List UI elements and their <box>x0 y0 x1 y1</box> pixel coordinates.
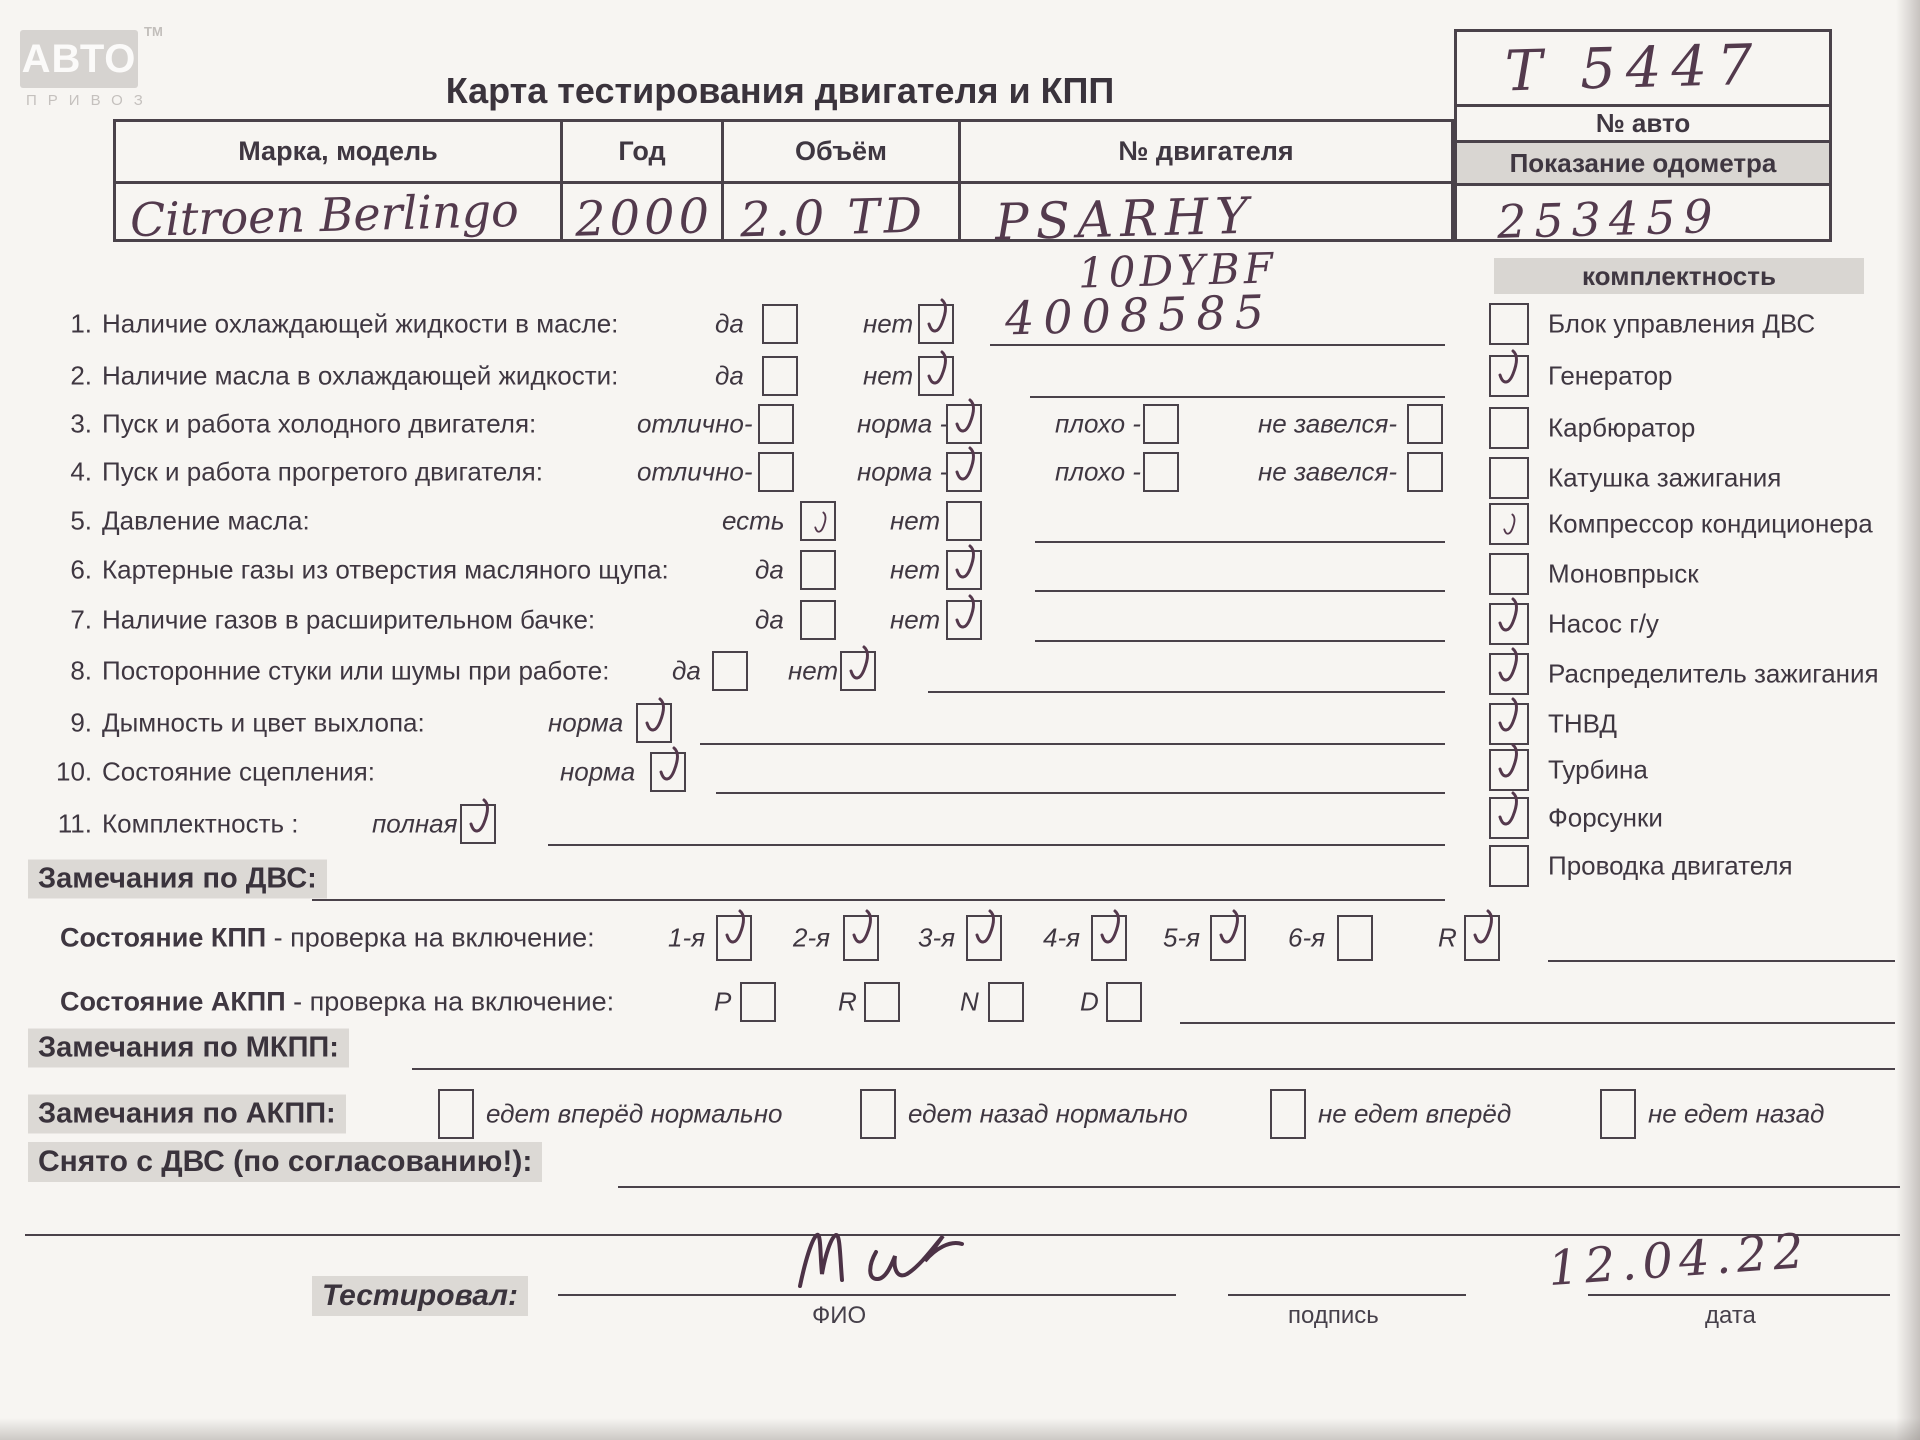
completeness-label: Компрессор кондиционера <box>1548 508 1873 539</box>
option-label-absent: нет <box>890 505 941 536</box>
make-model-handwritten: Citroen Berlingo <box>129 182 520 248</box>
item-number: 3. <box>70 408 92 439</box>
gear-label-4: 4-я <box>1043 922 1081 953</box>
akpp-remarks-label: Замечания по АКПП: <box>28 1095 346 1134</box>
item-label: Картерные газы из отверстия масляного щупа: <box>102 554 669 585</box>
item-label: Комплектность : <box>102 808 299 839</box>
completeness-row <box>0 407 1920 449</box>
akpp-label-bold: Состояние АКПП <box>60 986 286 1017</box>
gear-label-6: 6-я <box>1288 922 1326 953</box>
option-label-no: нет <box>863 360 914 391</box>
akpp-gear-label-d: D <box>1080 986 1099 1017</box>
akpp-option-checkbox-2[interactable] <box>860 1089 896 1139</box>
item-label: Наличие масла в охлаждающей жидкости: <box>102 360 619 391</box>
completeness-row <box>0 553 1920 595</box>
logo-brand-text: АВТО <box>21 36 137 81</box>
check-mark-icon <box>1494 595 1522 639</box>
check-mark-icon <box>1501 512 1518 539</box>
item-label: Пуск и работа прогретого двигателя: <box>102 456 543 487</box>
odometer-header: Показание одометра <box>1457 140 1829 183</box>
option-label-no-start: не завелся- <box>1258 408 1398 439</box>
scan-edge-shadow-right <box>1896 0 1920 1440</box>
check-mark-icon <box>1215 907 1243 951</box>
item-label: Дымность и цвет выхлопа: <box>102 707 425 738</box>
gear-checkbox-4[interactable] <box>1091 915 1127 961</box>
engine-number-line2-handwritten: 10DYBF <box>1077 243 1278 298</box>
option-label-normal: норма - <box>857 456 949 487</box>
completeness-row <box>0 355 1920 397</box>
option-label-excellent: отлично- <box>637 408 753 439</box>
akpp-gear-checkbox-d[interactable] <box>1106 982 1142 1022</box>
gear-checkbox-5[interactable] <box>1210 915 1246 961</box>
gear-checkbox-3[interactable] <box>966 915 1002 961</box>
gear-checkbox-2[interactable] <box>843 915 879 961</box>
option-label-yes: да <box>672 655 701 686</box>
item-number: 7. <box>70 604 92 635</box>
vehicle-table-header <box>116 122 1451 184</box>
completeness-label: Генератор <box>1548 360 1673 391</box>
fill-line <box>716 792 1445 794</box>
completeness-row <box>0 503 1920 545</box>
volume-handwritten: 2.0 TD <box>739 187 927 249</box>
removed-row <box>0 1136 1920 1188</box>
option-label-normal: норма <box>560 756 636 787</box>
gear-checkbox-r[interactable] <box>1464 915 1500 961</box>
mkpp-remarks-label: Замечания по МКПП: <box>28 1029 349 1068</box>
check-mark-icon <box>1494 695 1522 739</box>
item-label: Состояние сцепления: <box>102 756 375 787</box>
completeness-checkbox[interactable] <box>1489 653 1529 695</box>
check-mark-icon <box>971 907 999 951</box>
completeness-label: Форсунки <box>1548 802 1663 833</box>
completeness-checkbox[interactable] <box>1489 845 1529 887</box>
completeness-row <box>0 603 1920 645</box>
akpp-option-label-2: едет назад нормально <box>908 1098 1188 1129</box>
completeness-checkbox[interactable] <box>1489 703 1529 745</box>
logo-box <box>20 30 138 88</box>
header-year: Год <box>563 122 724 181</box>
trademark-symbol: TM <box>144 24 163 39</box>
completeness-checkbox[interactable] <box>1489 603 1529 645</box>
completeness-label: Карбюратор <box>1548 412 1696 443</box>
option-label-yes: да <box>715 360 744 391</box>
dvs-remarks-line[interactable] <box>312 899 1445 901</box>
completeness-label: Распределитель зажигания <box>1548 658 1879 689</box>
item-number: 5. <box>70 505 92 536</box>
option-label-yes: да <box>755 604 784 635</box>
completeness-checkbox[interactable] <box>1489 749 1529 791</box>
item-number: 2. <box>70 360 92 391</box>
completeness-label: Моновпрыск <box>1548 558 1699 589</box>
item-label: Пуск и работа холодного двигателя: <box>102 408 537 439</box>
akpp-gear-checkbox-n[interactable] <box>988 982 1024 1022</box>
auto-number-handwritten: Т 5447 <box>1504 32 1764 105</box>
completeness-row <box>0 703 1920 745</box>
completeness-label: Блок управления ДВС <box>1548 308 1816 339</box>
removed-line[interactable] <box>618 1186 1900 1188</box>
item-label: Давление масла: <box>102 505 310 536</box>
check-mark-icon <box>848 907 876 951</box>
item-number: 8. <box>70 655 92 686</box>
akpp-gear-label-n: N <box>960 986 979 1017</box>
signature-caption: подпись <box>1288 1302 1379 1329</box>
kpp-check-row <box>0 914 1920 962</box>
option-label-no: нет <box>890 554 941 585</box>
engine-number-line1-handwritten: PSARHY <box>994 186 1256 252</box>
akpp-gear-checkbox-r[interactable] <box>864 982 900 1022</box>
option-label-normal: норма <box>548 707 624 738</box>
completeness-checkbox[interactable] <box>1489 457 1529 499</box>
akpp-option-label-4: не едет назад <box>1648 1098 1825 1129</box>
option-label-excellent: отлично- <box>637 456 753 487</box>
completeness-label: Проводка двигателя <box>1548 850 1793 881</box>
completeness-row <box>0 845 1920 887</box>
kpp-fill-line <box>1548 960 1895 962</box>
date-caption: дата <box>1705 1302 1756 1329</box>
gear-label-r: R <box>1438 922 1457 953</box>
gear-label-1: 1-я <box>668 922 706 953</box>
header-make-model: Марка, модель <box>116 122 563 181</box>
page-title: Карта тестирования двигателя и КПП <box>445 70 1115 111</box>
akpp-option-checkbox-1[interactable] <box>438 1089 474 1139</box>
avtoprivoz-logo <box>20 24 163 109</box>
akpp-label-rest: - проверка на включение: <box>285 986 615 1017</box>
akpp-remarks-row <box>0 1086 1920 1142</box>
completeness-row <box>0 303 1920 345</box>
odometer-handwritten: 253459 <box>1496 189 1722 249</box>
item-number: 10. <box>56 756 93 787</box>
check-mark-icon <box>1494 347 1522 391</box>
completeness-label: ТНВД <box>1548 708 1618 739</box>
completeness-row <box>0 457 1920 499</box>
completeness-header: комплектность <box>1494 258 1864 294</box>
check-mark-icon <box>1494 789 1522 833</box>
item-number: 4. <box>70 456 92 487</box>
gear-checkbox-1[interactable] <box>716 915 752 961</box>
mkpp-remarks-line[interactable] <box>412 1068 1895 1070</box>
signature-line[interactable] <box>1228 1294 1466 1296</box>
akpp-gear-label-r: R <box>838 986 857 1017</box>
item-label: Посторонние стуки или шумы при работе: <box>102 655 610 686</box>
check-mark-icon <box>1469 907 1497 951</box>
completeness-checkbox[interactable] <box>1489 503 1529 545</box>
header-engine-number: № двигателя <box>1118 136 1294 166</box>
completeness-checkbox[interactable] <box>1489 553 1529 595</box>
akpp-option-checkbox-4[interactable] <box>1600 1089 1636 1139</box>
logo-subtext: ПРИВОЗ <box>26 92 154 109</box>
dvs-remarks-label: Замечания по ДВС: <box>28 860 327 899</box>
completeness-label: Катушка зажигания <box>1548 462 1782 493</box>
fio-line[interactable] <box>558 1294 1176 1296</box>
gear-label-2: 2-я <box>793 922 831 953</box>
check-mark-icon <box>1494 741 1522 785</box>
fio-caption: ФИО <box>812 1302 867 1329</box>
akpp-fill-line <box>1180 1022 1895 1024</box>
check-mark-icon <box>721 907 749 951</box>
scan-edge-shadow-bottom <box>0 1418 1920 1440</box>
option-label-no: нет <box>788 655 839 686</box>
engine-number-line3-handwritten: 4008585 <box>1004 284 1274 346</box>
gear-label-3: 3-я <box>918 922 956 953</box>
kpp-label-rest: - проверка на включение: <box>266 922 595 953</box>
item-number: 1. <box>70 308 92 339</box>
option-label-no: нет <box>863 308 914 339</box>
akpp-gear-label-p: P <box>714 986 732 1017</box>
option-label-no-start: не завелся- <box>1258 456 1398 487</box>
option-label-no: нет <box>890 604 941 635</box>
completeness-checkbox[interactable] <box>1489 355 1529 397</box>
akpp-option-label-3: не едет вперёд <box>1318 1098 1512 1129</box>
removed-label: Снято с ДВС (по согласованию!): <box>28 1142 542 1182</box>
completeness-row <box>0 797 1920 839</box>
header-volume: Объём <box>724 122 961 181</box>
gear-checkbox-6[interactable] <box>1337 915 1373 961</box>
completeness-checkbox[interactable] <box>1489 407 1529 449</box>
mkpp-remarks-row <box>0 1026 1920 1070</box>
item-label: Наличие газов в расширительном бачке: <box>102 604 596 635</box>
completeness-checkbox[interactable] <box>1489 797 1529 839</box>
completeness-checkbox[interactable] <box>1489 303 1529 345</box>
option-label-yes: да <box>755 554 784 585</box>
item-number: 9. <box>70 707 92 738</box>
item-number: 6. <box>70 554 92 585</box>
year-handwritten: 2000 <box>574 188 714 248</box>
option-label-normal: норма - <box>857 408 949 439</box>
item-label: Наличие охлаждающей жидкости в масле: <box>102 308 619 339</box>
akpp-gear-checkbox-p[interactable] <box>740 982 776 1022</box>
check-mark-icon <box>1096 907 1124 951</box>
completeness-row <box>0 653 1920 695</box>
completeness-row <box>0 749 1920 791</box>
completeness-label: Турбина <box>1548 754 1648 785</box>
option-label-yes: да <box>715 308 744 339</box>
tester-signature <box>790 1228 1040 1294</box>
option-label-bad: плохо - <box>1055 456 1141 487</box>
akpp-option-checkbox-3[interactable] <box>1270 1089 1306 1139</box>
kpp-label-bold: Состояние КПП <box>60 922 267 953</box>
akpp-option-label-1: едет вперёд нормально <box>486 1098 783 1129</box>
date-handwritten: 12.04.22 <box>1546 1222 1812 1298</box>
gear-label-5: 5-я <box>1163 922 1201 953</box>
akpp-check-row <box>0 980 1920 1024</box>
auto-number-label: № авто <box>1457 104 1829 140</box>
check-mark-icon <box>1494 645 1522 689</box>
option-label-full: полная <box>372 808 458 839</box>
tested-by-label: Тестировал: <box>312 1276 528 1316</box>
option-label-present: есть <box>722 505 785 536</box>
date-line[interactable] <box>1588 1294 1890 1296</box>
item-number: 11. <box>57 808 92 839</box>
completeness-label: Насос г/у <box>1548 608 1659 639</box>
option-label-bad: плохо - <box>1055 408 1141 439</box>
